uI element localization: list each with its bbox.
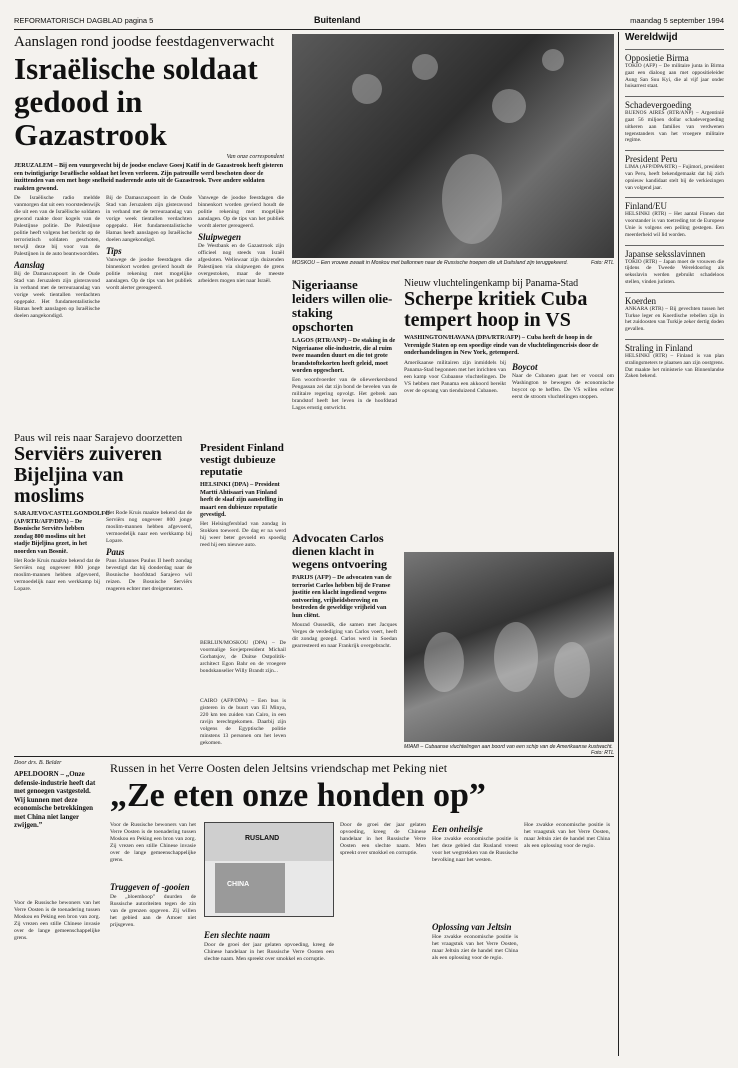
sidebar-text-peru: LIMA (AFP/DPA/RTR) – Fujimori, president van Peru, heeft bekendgemaakt dat hij zich opnieuw kandidaat stelt bij de verkiezingen van volgend jaar. <box>625 164 724 191</box>
sidebar-heading-japan: Japanse seksslavinnen <box>625 245 724 259</box>
section-title: Buitenland <box>314 15 361 25</box>
figure-shape <box>554 642 590 698</box>
finland-body: Het Helsingfersblad van zondag in Stokken toewerd. De dag er na werd hij weer beter gevoeld en spoedig reed hij een nieuwe auto. <box>200 520 286 548</box>
lead-headline-2: gedood in Gazastrook <box>14 84 167 152</box>
sidebar-text-birma: TOKIO (AFP) – De militaire junta in Birma gaat een dialoog aan met oppositieleider Aung San Suu Kyi, die al vijf jaar onder huisarrest staat. <box>625 63 724 90</box>
newspaper-page <box>14 12 724 1056</box>
sidebar-heading-schade: Schadevergoeding <box>625 96 724 110</box>
sidebar-wereldwijd <box>618 32 724 1056</box>
bosnia-headline-1: Serviërs zuiveren <box>14 443 162 465</box>
lead-sub-aanslag: Aanslag <box>14 260 45 271</box>
sidebar-heading-peru: President Peru <box>625 150 724 164</box>
issue-date: maandag 5 september 1994 <box>630 16 724 25</box>
china-body-6: Hoe zwakke economische positie is het deze gebied dat Rusland vreest voor het wegtrekken van de Russische bevolking naar het westen. <box>432 836 518 863</box>
article-nigeria <box>292 278 397 548</box>
russia-region <box>205 823 334 861</box>
china-sub-1: Truggeven of -gooien <box>110 882 190 892</box>
map-label-china: CHINA <box>227 881 250 888</box>
map-label-russia: RUSLAND <box>245 835 280 842</box>
bosnia-sub-paus: Paus <box>106 547 125 557</box>
sidebar-heading-birma: Opposietie Birma <box>625 49 724 63</box>
carlos-lead: PARIJS (AFP) – De advocaten van de terrorist Carlos hebben bij de Franse justitie een klacht ingediend wegens ontvoering, vrijheidsberoving en bestreden de geweldige vrijheid van hun cliënt. <box>292 574 392 619</box>
china-headline: „Ze eten onze honden op” <box>110 777 486 814</box>
china-kicker: Russen in het Verre Oosten delen Jeltsins vriendschap met Peking niet <box>110 761 448 775</box>
article-finland <box>200 442 286 632</box>
lead-body-4: De Westbank en de Gazastrook zijn officieel nog steeds van Israël afgesloten. Weliswaar zijn duizenden Palestijnen via sluipwegen de grens overgestoken, maar de meeste arbeiders mogen niet naar Israël. <box>198 243 284 285</box>
photo-moscow-caption-text: MOSKOU – Een vrouwe zwaait in Moskou met ballonnen naar de Russische troepen die uit Duitsland zijn teruggekeerd. <box>292 260 568 266</box>
sidebar-text-japan: TOKIO (RTR) – Japan moet de vrouwen die tijdens de Tweede Wereldoorlog als seksslavin werden gebruikt schadeloos stellen, vinden juristen. <box>625 258 724 285</box>
china-body-8: Hoe zwakke economische positie is het vraagstuk van het Verre Oosten, maar Jeltsin ziet de handel met China als een oplossing voor de regio. <box>524 822 610 849</box>
cuba-headline-2: tempert hoop in VS <box>404 309 571 331</box>
sidebar-heading-finland: Finland/EU <box>625 197 724 211</box>
sidebar-heading-straling: Straling in Finland <box>625 339 724 353</box>
china-body-7: Hoe zwakke economische positie is het vraagstuk van het Verre Oosten, maar Jeltsin ziet de handel met China als een oplossing voor de regio. <box>432 934 518 961</box>
nigeria-body: Een woordvoerder van de oliewerkersbond Pengassan zei dat zijn bond de bevelen van de militaire regering opvolgt. Het gebrek aan brandstof heeft het leven in de hoofdstad Lagos ernstig ontwricht. <box>292 376 397 411</box>
lead-body-2: Bij de Damascuspoort in de Oude Stad van Jeruzalem zijn gisteravond in verband met de terreuraanslag van vorige week tientallen verdachten opgepakt. Het fundamentalistische Hamas heeft aanslagen op Israëlische doelen aangekondigd. <box>14 271 100 320</box>
map-china-russia <box>204 822 334 917</box>
nigeria-headline: Nigeriaanse leiders willen oliestaking opschorten <box>292 278 393 334</box>
berlin-text: BERLIJN/MOSKOU (DPA) – De voormalige Sovjetpresident Michail Gorbatsjov, de Duitse Ostpolitik-architect Egon Bahr en de vroegere bondskanselier Willy Brandt zijn... <box>200 640 286 674</box>
finland-lead: HELSINKI (DPA) – President Martti Ahtisaari van Finland heeft de slaaf zijn aanstelling in maart een dubieuze reputatie gevestigd. <box>200 481 284 519</box>
article-china <box>14 760 614 1056</box>
lead-sub-tips: Tips <box>106 246 122 257</box>
sidebar-text-koerden: ANKARA (RTR) – Bij gevechten tussen het Turkse leger en Koerdische rebellen zijn in het zuidoosten van Turkije zeker dertig doden gevallen. <box>625 305 724 333</box>
photo-miami-refugees <box>404 552 614 742</box>
cuba-headline-1: Scherpe kritiek Cuba <box>404 288 588 310</box>
china-body-5: Door de groei der jaar gelaten opvoeding, kreeg de Chinese handelaar in het Russische Verre Oosten een slechte naam. Men spreekt over smokkel en corruptie. <box>340 822 426 856</box>
lead-body-3: Vanwege de joodse feestdagen die binnenkort worden gevierd houdt de politie rekening met mogelijke aanslagen. Op de tips van het publiek wordt alerter gereageerd. <box>106 257 192 292</box>
china-region <box>215 863 285 913</box>
lead-headline-1: Israëlische soldaat <box>14 51 258 86</box>
nigeria-lead: LAGOS (RTR/ANP) – De staking in de Nigeriaanse olie-industrie, die al ruim twee maanden duurt en die tot grote brandstoftekorten heeft geleid, moet worden opgeschort. <box>292 337 396 375</box>
balloon-shape <box>412 54 438 80</box>
china-body-1: Voor de Russische bewoners van het Verre Oosten is de toenadering tussen Moskou en Peking een bron van zorg. Zij vrezen een stille Chinese invasie over de lange gemeenschappelijke grens. <box>14 900 100 941</box>
sidebar-title: Wereldwijd <box>625 32 678 43</box>
lead-body-1: De Israëlische radio meldde vanmorgen dat uit een voorstedenwijk die uit een van de Israëlische soldaten gewond raakte door kogels van de Palestijnse politie. De Palestijnse politie heeft volgens het bericht op de terroristisch soldaten geschoten, terwijl deze bij voor van de Palestijnen in de auto beantwoordden. <box>14 195 100 258</box>
china-sub-4: Oplossing van Jeltsin <box>432 922 512 932</box>
bosnia-headline-2: Bijeljina van moslims <box>14 464 124 507</box>
bosnia-lead: SARAJEVO/CASTELGONDOLFO (AP/RTR/AFP/DPA) – De Bosnische Serviërs hebben zondag 800 moslims uit het stadje Bijeljina gezet, in het noorden van Bosnië. <box>14 510 110 555</box>
carlos-headline: Advocaten Carlos dienen klacht in wegens ontvoering <box>292 532 387 571</box>
bosnia-body-2: Paus Johannes Paulus II heeft zondag bevestigd dat hij donderdag naar de Bosnische hoofdstad Sarajevo wil reizen. De Bosnische Serviërs reageren echter met dreigementen. <box>106 558 192 592</box>
photo-moscow-caption <box>292 260 614 266</box>
photo-moscow-credit: Foto: RTL <box>591 260 614 266</box>
article-cuba <box>404 278 614 548</box>
photo-miami-caption-text: MIAMI – Cubaanse vluchtelingen aan boord van een schip van de Amerikaanse kustwacht. <box>404 744 613 750</box>
cuba-sub-boycot: Boycot <box>512 361 538 372</box>
balloon-shape <box>352 74 382 104</box>
sidebar-heading-koerden: Koerden <box>625 292 724 306</box>
cuba-body-2: Naar de Cubanen gaat het er vooral om Washington te bewegen de economische boycot op te heffen. De VS willen echter eerst de stroom vluchtelingen stoppen. <box>512 372 614 400</box>
china-sub-3: Een onheilsje <box>432 824 483 834</box>
photo-miami-caption <box>404 744 614 757</box>
figure-shape <box>424 632 464 692</box>
cuba-kicker: Nieuw vluchtelingenkamp bij Panama-Stad <box>404 278 579 289</box>
cairo-text: CAIRO (AFP/DPA) – Een bus is gisteren in de buurt van El Minya, 220 km ten zuiden van Cairo, in een ravijn terechtgekomen. Daarbij zijn volgens de Egyptische politie minstens 13 personen om het leven gekomen. <box>200 698 286 746</box>
lead-article <box>14 34 284 424</box>
divider-rule <box>14 756 614 757</box>
balloon-shape <box>542 49 564 71</box>
photo-moscow-balloons <box>292 34 614 258</box>
lead-sub-sluipwegen: Sluipwegen <box>198 232 242 243</box>
brief-cairo <box>200 698 286 752</box>
figure-shape <box>494 622 538 692</box>
lead-intro: JERUZALEM – Bij een vuurgevecht bij de joodse enclave Goesj Katif in de Gazastrook heeft gisteren een twintigjarige Israëlische soldaat het leven verloren. Zijn patrouille werd beschoten door de inzittenden van een met hoge snelheid naderende auto uit de Gazastrook. Twee andere soldaten raakten gewond. <box>14 162 284 192</box>
article-bosnia <box>14 432 194 752</box>
finland-headline: President Finland vestigt dubieuze reputatie <box>200 442 284 478</box>
carlos-body: Mourad Oussedik, die samen met Jacques Verges de verdediging van Carlos voert, heeft dit zondag gezegd. Carlos werd in Soedan gearresteerd en naar Frankrijk overgebracht. <box>292 621 397 649</box>
lead-body-3b: Vanwege de joodse feestdagen die binnenkort worden gevierd houdt de politie rekening met mogelijke aanslagen. Op de tips van het publiek wordt alerter gereageerd. <box>198 195 284 230</box>
sidebar-text-finland: HELSINKI (RTR) – Het aantal Finnen dat voorstander is van toetreding tot de Europese Unie is volgens een peiling gestegen. Een meerderheid wil lid worden. <box>625 211 724 238</box>
sidebar-text-schade: BUENOS AIRES (RTR/ANP) – Argentinië gaat 56 miljoen dollar schadevergoeding uitkeren aan families van verdwenen tegenstanders van het vroegere militaire regime. <box>625 110 724 144</box>
brief-berlin <box>200 640 286 692</box>
cuba-body-1: Amerikaanse militairen zijn inmiddels bij Panama-Stad begonnen met het inrichten van een kamp voor Cubaanse vluchtelingen. De VS hebben met Panama een akkoord bereikt over de opvang van tienduizend Cubanen. <box>404 359 506 394</box>
person-shape <box>442 154 502 244</box>
bosnia-body-1b: Het Rode Kruis maakte bekend dat de Serviërs nog ongeveer 800 jonge moslim-mannen hebben afgevoerd, vermoedelijk naar een werkkamp bij Lopare. <box>106 510 192 544</box>
sidebar-text-straling: HELSINKI (RTR) – Finland is van plan stralingsmeters te plaatsen aan zijn oostgrens. Dat maakte het ministerie van Binnenlandse Zaken bekend. <box>625 352 724 380</box>
china-body-4: Door de groei der jaar gelaten opvoeding, kreeg de Chinese handelaar in het Russische Verre Oosten een slechte naam. Men spreekt over smokkel en corruptie. <box>204 942 334 962</box>
page-header <box>14 12 724 30</box>
cuba-lead: WASHINGTON/HAVANA (DPA/RTR/AFP) – Cuba heeft de hoop in de Verenigde Staten op een spoedige einde van de vluchtelingencrisis door de onderhandelingen in New York, getemperd. <box>404 334 599 357</box>
bosnia-body-1: Het Rode Kruis maakte bekend dat de Serviërs nog ongeveer 800 jonge moslim-mannen hebben afgevoerd, vermoedelijk naar een werkkamp bij Lopare. <box>14 557 100 592</box>
balloon-shape <box>492 89 526 123</box>
photo-miami-credit: Foto: RTL <box>591 750 614 757</box>
lead-body-2b: Bij de Damascuspoort in de Oude Stad van Jeruzalem zijn gisteravond in verband met de terreuraanslag van vorige week tientallen verdachten opgepakt. Het fundamentalistische Hamas heeft aanslagen op Israëlische doelen aangekondigd. <box>106 195 192 244</box>
lead-kicker: Aanslagen rond joodse feestdagenverwacht <box>14 34 275 50</box>
bosnia-kicker: Paus wil reis naar Sarajevo doorzetten <box>14 432 183 444</box>
china-byline: Door drs. B. Belder <box>14 760 62 766</box>
article-carlos <box>292 532 397 742</box>
lead-byline: Van onze correspondent <box>226 154 284 160</box>
china-sub-2: Een slechte naam <box>204 930 271 940</box>
china-body-3: De „bloemhoop” duurden de Russische autoriteiten tegen de zin van de grenzen opgeven. Zij willen het gebied aan de Amoer niet prijsgeven. <box>110 894 196 928</box>
china-body-2: Voor de Russische bewoners van het Verre Oosten is de toenadering tussen Moskou en Peking een bron van zorg. Zij vrezen een stille Chinese invasie over de lange gemeenschappelijke grens. <box>110 822 196 863</box>
china-lead: APELDOORN – „Onze defensie-industrie heeft dat met genoegen vastgesteld. Wij kunnen met deze economische betrekkingen met China niet langer zwijgen.” <box>14 770 96 829</box>
publication-name: REFORMATORISCH DAGBLAD pagina 5 <box>14 16 154 25</box>
